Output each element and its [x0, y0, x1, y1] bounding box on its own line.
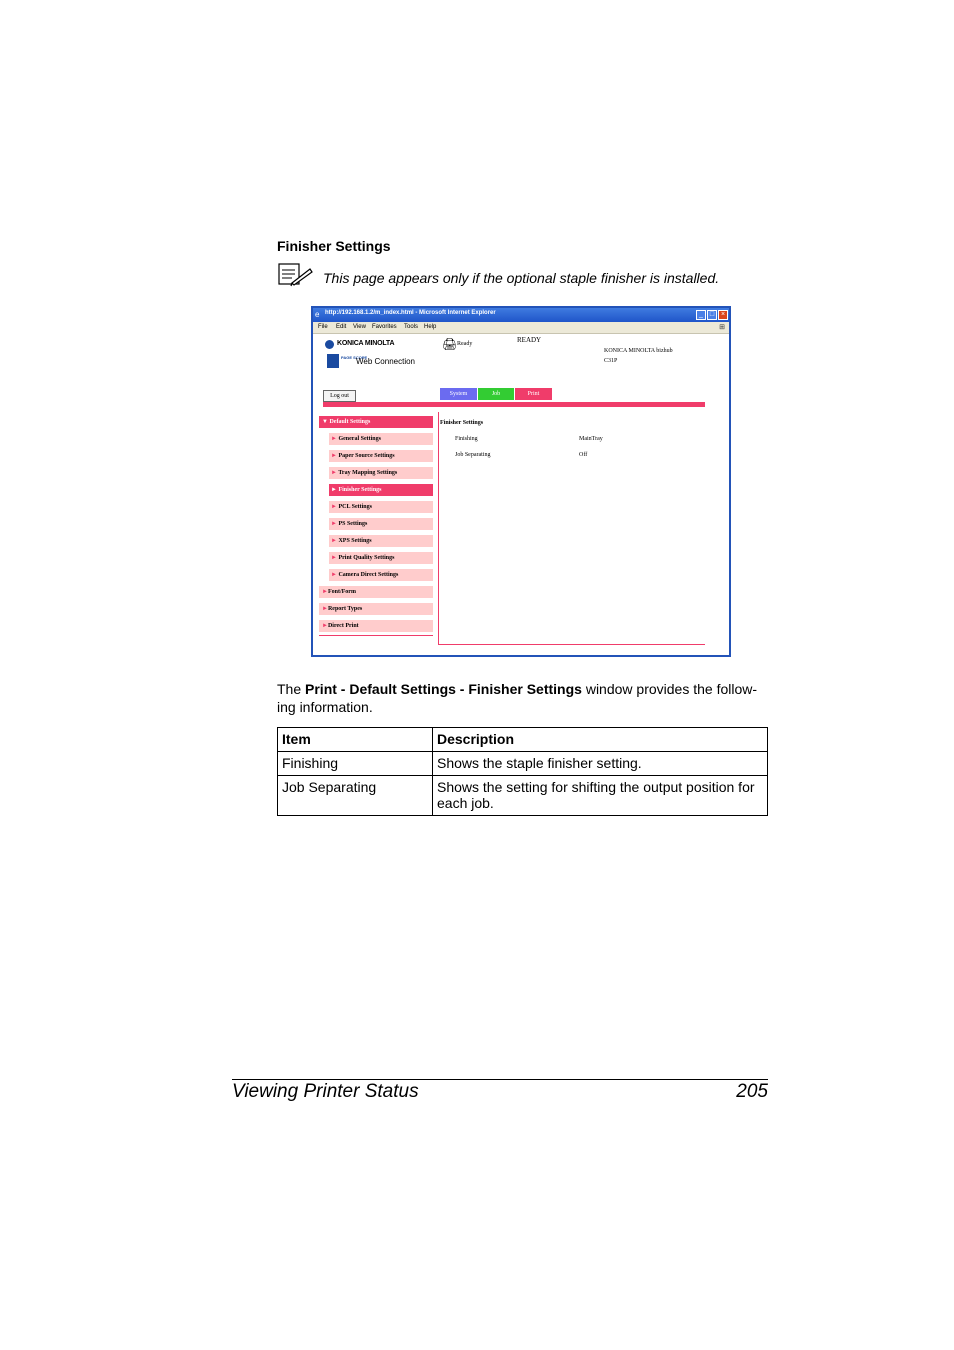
pagescope-logo-text: PAGE SCOPE — [341, 355, 368, 360]
setting-value-finishing: MainTray — [579, 436, 603, 442]
triangle-right-icon: ► — [331, 504, 337, 510]
triangle-right-icon: ► — [331, 470, 337, 476]
menu-favorites[interactable]: Favorites — [372, 324, 397, 330]
triangle-right-icon: ► — [322, 589, 328, 595]
setting-value-job-separating: Off — [579, 452, 588, 458]
menu-view[interactable]: View — [353, 324, 366, 330]
table-row — [278, 776, 768, 816]
section-heading: Finisher Settings — [277, 238, 391, 254]
window-path: Print - Default Settings - Finisher Settings — [305, 681, 582, 697]
nav-finisher-settings[interactable]: ► Finisher Settings — [329, 484, 433, 496]
setting-label-finishing: Finishing — [455, 436, 478, 442]
minimize-button[interactable]: _ — [696, 310, 706, 320]
menu-bar — [313, 322, 729, 334]
menu-tools[interactable]: Tools — [404, 324, 419, 330]
windows-logo-icon: ⊞ — [719, 324, 725, 331]
triangle-right-icon: ► — [331, 487, 337, 493]
nav-paper-source-settings[interactable]: ► Paper Source Settings — [329, 450, 433, 462]
triangle-right-icon: ► — [322, 606, 328, 612]
nav-tray-mapping-settings[interactable]: ► Tray Mapping Settings — [329, 467, 433, 479]
header-divider — [323, 402, 705, 407]
content-title: Finisher Settings — [440, 420, 484, 426]
footer-rule — [232, 1079, 768, 1080]
browser-window — [311, 306, 731, 657]
nav-xps-settings[interactable]: ► XPS Settings — [329, 535, 433, 547]
table-cell-item: Job Separating — [278, 776, 433, 816]
menu-edit[interactable]: Edit — [336, 324, 347, 330]
table-cell-description: Shows the staple finisher setting. — [433, 752, 768, 776]
info-table — [277, 727, 768, 816]
nav-camera-direct-settings[interactable]: ► Camera Direct Settings — [329, 569, 433, 581]
nav-direct-print[interactable]: ►Direct Print — [319, 620, 433, 632]
content-border-left — [438, 412, 439, 645]
konica-minolta-logo-icon — [325, 340, 334, 349]
nav-report-types[interactable]: ►Report Types — [319, 603, 433, 615]
nav-general-settings[interactable]: ► General Settings — [329, 433, 433, 445]
menu-file[interactable]: File — [318, 324, 328, 330]
triangle-right-icon: ► — [331, 453, 337, 459]
logout-button[interactable]: Log out — [323, 390, 356, 402]
table-header-row — [278, 728, 768, 752]
menu-help[interactable]: Help — [424, 324, 437, 330]
status-ready-small: Ready — [457, 341, 473, 347]
printer-icon: 🖨 — [442, 337, 458, 351]
triangle-right-icon: ► — [331, 572, 337, 578]
triangle-right-icon: ► — [331, 521, 337, 527]
nav-divider — [319, 635, 433, 636]
triangle-right-icon: ► — [331, 436, 337, 442]
table-cell-item: Finishing — [278, 752, 433, 776]
nav-ps-settings[interactable]: ► PS Settings — [329, 518, 433, 530]
description-paragraph: The Print - Default Settings - Finisher Settings window provides the follow-ing information. — [277, 681, 758, 715]
printer-model: KONICA MINOLTA bizhub — [604, 348, 673, 354]
brand-name: KONICA MINOLTA — [337, 340, 395, 347]
footer-title: Viewing Printer Status — [232, 1081, 419, 1102]
setting-label-job-separating: Job Separating — [455, 452, 491, 458]
triangle-down-icon: ▼ — [322, 419, 328, 425]
nav-print-quality-settings[interactable]: ► Print Quality Settings — [329, 552, 433, 564]
nav-pcl-settings[interactable]: ► PCL Settings — [329, 501, 433, 513]
printer-model-number: C31P — [604, 358, 618, 364]
nav-default-settings[interactable]: ▼ Default Settings — [319, 416, 433, 428]
tab-job[interactable]: Job — [478, 388, 514, 400]
internet-explorer-icon: e — [315, 310, 320, 319]
close-button[interactable]: × — [718, 310, 728, 320]
window-title: http://192.168.1.2/m_index.html - Microsoft Internet Explorer — [325, 310, 496, 316]
triangle-right-icon: ► — [331, 555, 337, 561]
note-pencil-icon — [278, 263, 314, 287]
pagescope-logo-icon — [327, 354, 339, 368]
tab-print[interactable]: Print — [515, 388, 552, 400]
table-header-description: Description — [433, 728, 768, 752]
content-border-bottom — [438, 644, 705, 645]
triangle-right-icon: ► — [322, 623, 328, 629]
table-header-item: Item — [278, 728, 433, 752]
title-bar — [313, 308, 729, 322]
table-cell-description: Shows the setting for shifting the output position for each job. — [433, 776, 768, 816]
maximize-button[interactable]: □ — [707, 310, 717, 320]
status-ready: READY — [517, 336, 542, 344]
page-number: 205 — [736, 1081, 768, 1102]
table-row — [278, 752, 768, 776]
note-text: This page appears only if the optional staple finisher is installed. — [323, 270, 720, 286]
tab-system[interactable]: System — [440, 388, 477, 400]
web-connection-label: Web Connection — [356, 357, 415, 366]
triangle-right-icon: ► — [331, 538, 337, 544]
nav-font-form[interactable]: ►Font/Form — [319, 586, 433, 598]
